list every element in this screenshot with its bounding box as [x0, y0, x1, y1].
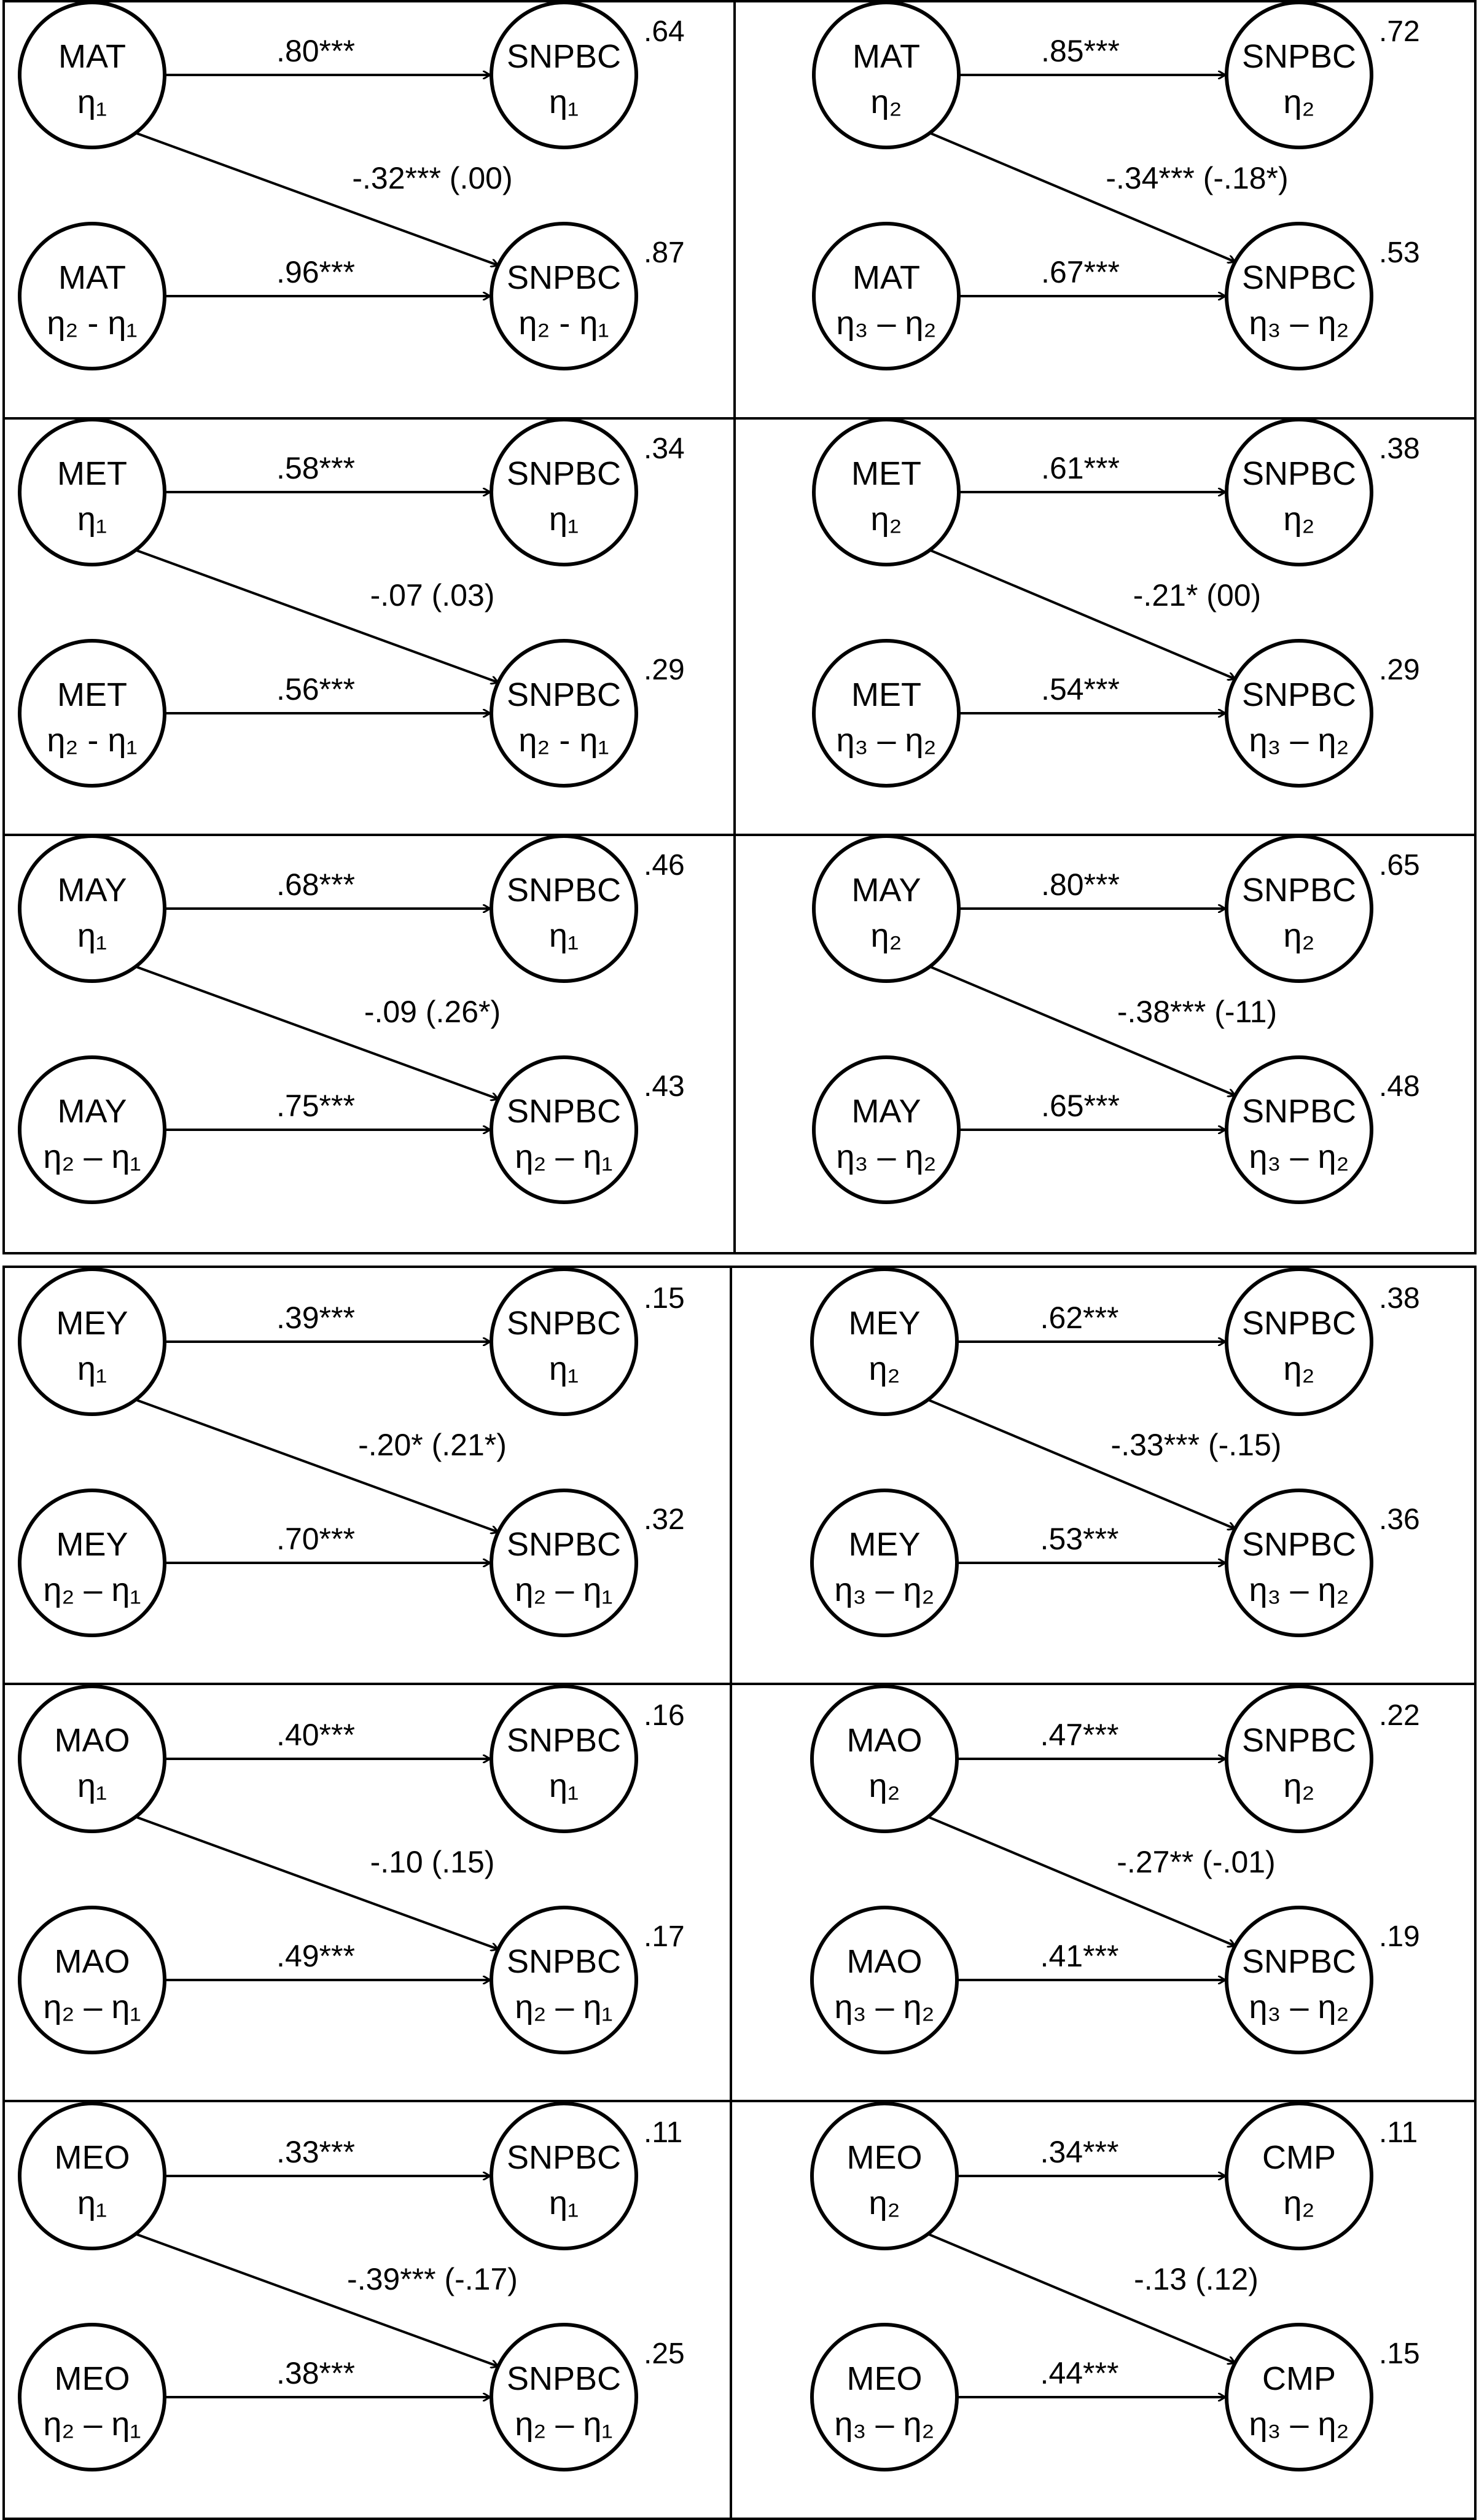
outcome-top-node-label: SNPBC: [1241, 872, 1357, 909]
outcome-top-node-circle: [1227, 2103, 1372, 2248]
cross-lagged-arrow: [930, 550, 1235, 679]
cross-lagged-coefficient: -.20* (.21*): [358, 1428, 507, 1462]
outcome-bottom-node-subscript: η₃ – η₂: [1249, 2406, 1349, 2443]
top-path-coefficient: .80***: [276, 34, 355, 68]
outcome-bottom-node: [1227, 2325, 1372, 2470]
predictor-top-node-label: MAY: [57, 872, 127, 909]
r-squared-bottom: .36: [1379, 1503, 1420, 1536]
predictor-top-node-circle: [20, 1686, 165, 1831]
outcome-top-node-subscript: η₁: [548, 1350, 579, 1387]
r-squared-bottom: .53: [1379, 237, 1420, 269]
outcome-bottom-node-subscript: η₂ – η₁: [515, 1138, 613, 1175]
cross-lagged-coefficient: -.34*** (-.18*): [1106, 161, 1289, 195]
cross-lagged-coefficient: -.39*** (-.17): [347, 2262, 518, 2296]
outcome-bottom-node-circle: [1227, 1490, 1372, 1635]
outcome-top-node-label: SNPBC: [506, 872, 622, 909]
outcome-bottom-node-label: SNPBC: [506, 259, 622, 296]
panel-8: [812, 1269, 1420, 1635]
predictor-bottom-node-subscript: η₂ – η₁: [43, 1138, 141, 1175]
outcome-top-node-circle: [1227, 836, 1372, 981]
outcome-top-node-circle: [491, 836, 636, 981]
top-path-coefficient: .85***: [1041, 34, 1120, 68]
cross-lagged-arrow: [928, 2234, 1235, 2363]
predictor-top-node-subscript: η₂: [870, 501, 902, 538]
predictor-bottom-node-subscript: η₂ – η₁: [43, 1571, 141, 1608]
outcome-top-node-label: SNPBC: [1241, 455, 1357, 492]
outcome-top-node-subscript: η₂: [1283, 501, 1315, 538]
panel-5: [20, 836, 685, 1202]
outcome-bottom-node-circle: [1227, 1057, 1372, 1202]
bottom-path-coefficient: .44***: [1040, 2356, 1119, 2390]
outcome-top-node: [491, 2, 636, 147]
outcome-top-node-subscript: η₁: [548, 501, 579, 538]
top-path-coefficient: .62***: [1040, 1301, 1119, 1335]
predictor-bottom-node-circle: [20, 1057, 165, 1202]
r-squared-top: .34: [644, 432, 685, 465]
predictor-top-node-circle: [20, 420, 165, 565]
predictor-top-node-subscript: η₁: [77, 917, 107, 954]
predictor-bottom-node-circle: [812, 1490, 957, 1635]
r-squared-top: .11: [644, 2116, 683, 2149]
r-squared-top: .65: [1379, 849, 1420, 882]
predictor-bottom-node-subscript: η₃ – η₂: [836, 722, 937, 759]
outcome-top-node: [1227, 1686, 1372, 1831]
cross-lagged-arrow: [136, 1817, 498, 1949]
outcome-top-node-subscript: η₂: [1283, 2185, 1315, 2221]
outcome-top-node-label: SNPBC: [506, 455, 622, 492]
predictor-top-node-subscript: η₂: [870, 84, 902, 120]
r-squared-bottom: .15: [1379, 2338, 1420, 2370]
bottom-path-coefficient: .96***: [276, 255, 355, 289]
cross-lagged-coefficient: -.27** (-.01): [1117, 1845, 1276, 1879]
outcome-bottom-node-circle: [491, 1057, 636, 1202]
predictor-top-node: [20, 1686, 165, 1831]
cross-lagged-arrow: [928, 1817, 1235, 1946]
r-squared-top: .15: [644, 1282, 685, 1315]
bottom-path-coefficient: .75***: [276, 1089, 355, 1123]
predictor-top-node-label: MET: [57, 455, 127, 492]
predictor-bottom-node-label: MAT: [58, 259, 126, 296]
outcome-bottom-node: [1227, 1908, 1372, 2052]
outcome-bottom-node-circle: [491, 2325, 636, 2470]
outcome-top-node: [1227, 420, 1372, 565]
predictor-bottom-node: [812, 2325, 957, 2470]
predictor-top-node-circle: [814, 2, 959, 147]
cross-lagged-arrow: [136, 1399, 498, 1532]
outcome-top-node-circle: [491, 1269, 636, 1414]
outcome-top-node-circle: [491, 420, 636, 565]
predictor-bottom-node-label: MEY: [848, 1526, 921, 1563]
r-squared-top: .46: [644, 849, 685, 882]
outcome-bottom-node-label: SNPBC: [1241, 259, 1357, 296]
bottom-path-coefficient: .54***: [1041, 672, 1120, 706]
bottom-path-coefficient: .67***: [1041, 255, 1120, 289]
outcome-bottom-node-label: SNPBC: [1241, 1526, 1357, 1563]
outcome-top-node: [1227, 836, 1372, 981]
predictor-top-node: [20, 1269, 165, 1414]
predictor-bottom-node-subscript: η₃ – η₂: [836, 305, 937, 342]
predictor-top-node-circle: [20, 836, 165, 981]
top-path-coefficient: .58***: [276, 451, 355, 485]
outcome-bottom-node: [491, 1490, 636, 1635]
bottom-path-coefficient: .65***: [1041, 1089, 1120, 1123]
cross-lagged-coefficient: -.07 (.03): [370, 578, 495, 612]
predictor-top-node-subscript: η₁: [77, 1767, 107, 1804]
outcome-bottom-node-circle: [1227, 2325, 1372, 2470]
predictor-bottom-node-subscript: η₃ – η₂: [834, 2406, 935, 2443]
top-path-coefficient: .40***: [276, 1718, 355, 1752]
predictor-top-node: [20, 836, 165, 981]
outcome-top-node-circle: [491, 2103, 636, 2248]
r-squared-top: .72: [1379, 15, 1420, 48]
r-squared-top: .16: [644, 1699, 685, 1732]
predictor-bottom-node: [20, 1057, 165, 1202]
predictor-top-node-subscript: η₂: [868, 2185, 900, 2221]
outcome-top-node-label: SNPBC: [1241, 1722, 1357, 1759]
predictor-bottom-node-subscript: η₂ – η₁: [43, 2406, 141, 2443]
outcome-bottom-node: [491, 1908, 636, 2052]
outcome-bottom-node: [491, 224, 636, 369]
outcome-bottom-node-circle: [1227, 224, 1372, 369]
panels-layer: [20, 2, 1420, 2470]
top-path-coefficient: .61***: [1041, 451, 1120, 485]
outcome-top-node: [1227, 2, 1372, 147]
predictor-top-node-subscript: η₂: [868, 1350, 900, 1387]
cross-lagged-arrow: [928, 1399, 1235, 1528]
outcome-top-node-subscript: η₂: [1283, 1767, 1315, 1804]
outcome-top-node: [491, 1269, 636, 1414]
predictor-top-node-label: MAO: [846, 1722, 923, 1759]
predictor-top-node-subscript: η₁: [77, 2185, 107, 2221]
outcome-bottom-node-label: SNPBC: [1241, 1943, 1357, 1980]
outcome-bottom-node-label: SNPBC: [506, 676, 622, 713]
outcome-bottom-node-subscript: η₂ – η₁: [515, 1989, 613, 2025]
cross-lagged-arrow: [136, 966, 498, 1099]
predictor-bottom-node: [20, 224, 165, 369]
predictor-bottom-node-subscript: η₂ - η₁: [47, 305, 138, 342]
predictor-top-node-label: MEY: [56, 1305, 128, 1342]
cross-lagged-arrow: [930, 133, 1235, 262]
predictor-bottom-node-subscript: η₃ – η₂: [836, 1138, 937, 1175]
predictor-top-node: [20, 420, 165, 565]
outcome-bottom-node-label: SNPBC: [506, 1093, 622, 1130]
predictor-bottom-node-circle: [20, 2325, 165, 2470]
cross-lagged-coefficient: -.32*** (.00): [352, 161, 513, 195]
top-path-coefficient: .39***: [276, 1301, 355, 1335]
outcome-bottom-node-subscript: η₃ – η₂: [1249, 1571, 1349, 1608]
predictor-top-node-label: MET: [851, 455, 921, 492]
outcome-bottom-node-subscript: η₃ – η₂: [1249, 305, 1349, 342]
outcome-bottom-node-subscript: η₃ – η₂: [1249, 1138, 1349, 1175]
r-squared-bottom: .32: [644, 1503, 685, 1536]
predictor-bottom-node: [20, 1490, 165, 1635]
outcome-bottom-node-circle: [491, 1908, 636, 2052]
predictor-bottom-node-circle: [20, 1908, 165, 2052]
r-squared-bottom: .29: [644, 654, 685, 686]
predictor-top-node: [20, 2, 165, 147]
outcome-bottom-node-label: SNPBC: [1241, 1093, 1357, 1130]
outcome-top-node-label: SNPBC: [1241, 38, 1357, 75]
panel-1: [20, 2, 685, 369]
outcome-top-node-label: SNPBC: [1241, 1305, 1357, 1342]
outcome-bottom-node-label: CMP: [1262, 2360, 1336, 2397]
outcome-bottom-node: [491, 2325, 636, 2470]
outcome-bottom-node-circle: [1227, 1908, 1372, 2052]
predictor-bottom-node-subscript: η₃ – η₂: [834, 1571, 935, 1608]
outcome-top-node: [491, 420, 636, 565]
bottom-path-coefficient: .70***: [276, 1522, 355, 1556]
r-squared-bottom: .29: [1379, 654, 1420, 686]
outcome-bottom-node-subscript: η₃ – η₂: [1249, 722, 1349, 759]
predictor-bottom-node-circle: [814, 224, 959, 369]
r-squared-top: .22: [1379, 1699, 1420, 1732]
predictor-top-node: [812, 1269, 957, 1414]
outcome-top-node-circle: [491, 2, 636, 147]
predictor-bottom-node-label: MAO: [846, 1943, 923, 1980]
outcome-top-node: [491, 836, 636, 981]
predictor-top-node-label: MEY: [848, 1305, 921, 1342]
predictor-bottom-node: [812, 1490, 957, 1635]
predictor-bottom-node-circle: [20, 224, 165, 369]
panel-12: [812, 2103, 1420, 2470]
outcome-bottom-node: [1227, 1490, 1372, 1635]
r-squared-bottom: .48: [1379, 1070, 1420, 1103]
top-path-coefficient: .34***: [1040, 2135, 1119, 2169]
panel-3: [20, 420, 685, 786]
predictor-bottom-node: [20, 641, 165, 786]
outcome-top-node-label: SNPBC: [506, 1305, 622, 1342]
predictor-bottom-node: [20, 2325, 165, 2470]
predictor-top-node-circle: [814, 836, 959, 981]
predictor-bottom-node-circle: [812, 2325, 957, 2470]
r-squared-bottom: .43: [644, 1070, 685, 1103]
outcome-bottom-node-circle: [491, 224, 636, 369]
outcome-bottom-node-subscript: η₃ – η₂: [1249, 1989, 1349, 2025]
predictor-bottom-node-label: MAY: [57, 1093, 127, 1130]
predictor-top-node-label: MEO: [54, 2139, 130, 2176]
predictor-bottom-node-circle: [20, 1490, 165, 1635]
predictor-top-node: [814, 420, 959, 565]
outcome-top-node: [491, 2103, 636, 2248]
outcome-top-node-circle: [491, 1686, 636, 1831]
predictor-top-node-label: MAT: [853, 38, 920, 75]
r-squared-top: .11: [1379, 2116, 1418, 2149]
outcome-bottom-node-circle: [491, 641, 636, 786]
predictor-bottom-node-circle: [812, 1908, 957, 2052]
predictor-bottom-node-subscript: η₂ - η₁: [47, 722, 138, 759]
predictor-bottom-node: [812, 1908, 957, 2052]
outcome-top-node-subscript: η₁: [548, 2185, 579, 2221]
r-squared-bottom: .19: [1379, 1920, 1420, 1953]
predictor-top-node: [20, 2103, 165, 2248]
outcome-top-node-label: SNPBC: [506, 2139, 622, 2176]
predictor-top-node: [812, 2103, 957, 2248]
predictor-bottom-node-circle: [814, 1057, 959, 1202]
predictor-bottom-node-label: MAT: [853, 259, 920, 296]
predictor-top-node-label: MAT: [58, 38, 126, 75]
cross-lagged-coefficient: -.09 (.26*): [364, 995, 501, 1029]
cross-lagged-coefficient: -.33*** (-.15): [1110, 1428, 1282, 1462]
outcome-bottom-node: [1227, 1057, 1372, 1202]
outcome-top-node-subscript: η₂: [1283, 1350, 1315, 1387]
predictor-top-node-subscript: η₂: [870, 917, 902, 954]
predictor-top-node-circle: [812, 2103, 957, 2248]
cross-lagged-arrow: [136, 133, 498, 265]
bottom-path-coefficient: .49***: [276, 1939, 355, 1973]
outcome-top-node-subscript: η₂: [1283, 84, 1315, 120]
outcome-bottom-node-subscript: η₂ - η₁: [518, 722, 609, 759]
predictor-bottom-node-subscript: η₂ – η₁: [43, 1989, 141, 2025]
predictor-top-node-label: MAY: [851, 872, 921, 909]
outcome-bottom-node-label: SNPBC: [506, 2360, 622, 2397]
outcome-top-node: [1227, 2103, 1372, 2248]
outcome-top-node-subscript: η₂: [1283, 917, 1315, 954]
outcome-bottom-node-label: SNPBC: [1241, 676, 1357, 713]
outcome-top-node-label: CMP: [1262, 2139, 1336, 2176]
r-squared-bottom: .87: [644, 237, 685, 269]
predictor-bottom-node: [814, 641, 959, 786]
top-path-coefficient: .80***: [1041, 867, 1120, 902]
predictor-top-node-circle: [812, 1269, 957, 1414]
predictor-top-node-subscript: η₁: [77, 84, 107, 120]
panel-4: [814, 420, 1420, 786]
predictor-bottom-node-label: MEY: [56, 1526, 128, 1563]
predictor-top-node-label: MEO: [846, 2139, 923, 2176]
bottom-path-coefficient: .41***: [1040, 1939, 1119, 1973]
predictor-top-node: [814, 836, 959, 981]
bottom-path-coefficient: .53***: [1040, 1522, 1119, 1556]
predictor-bottom-node-label: MET: [851, 676, 921, 713]
predictor-top-node-circle: [20, 2103, 165, 2248]
r-squared-top: .38: [1379, 1282, 1420, 1315]
outcome-bottom-node-subscript: η₂ - η₁: [518, 305, 609, 342]
top-path-coefficient: .33***: [276, 2135, 355, 2169]
predictor-top-node: [814, 2, 959, 147]
predictor-top-node-subscript: η₁: [77, 501, 107, 538]
outcome-top-node-circle: [1227, 1686, 1372, 1831]
predictor-bottom-node-label: MET: [57, 676, 127, 713]
predictor-top-node: [812, 1686, 957, 1831]
outcome-top-node-subscript: η₁: [548, 84, 579, 120]
top-path-coefficient: .47***: [1040, 1718, 1119, 1752]
outcome-bottom-node: [1227, 224, 1372, 369]
predictor-top-node-circle: [20, 1269, 165, 1414]
outcome-top-node: [491, 1686, 636, 1831]
predictor-top-node-subscript: η₂: [868, 1767, 900, 1804]
outcome-bottom-node: [1227, 641, 1372, 786]
cross-lagged-coefficient: -.38*** (-11): [1117, 995, 1278, 1029]
panel-9: [20, 1686, 685, 2052]
outcome-top-node-label: SNPBC: [506, 38, 622, 75]
panel-7: [20, 1269, 685, 1635]
predictor-bottom-node-circle: [814, 641, 959, 786]
bottom-path-coefficient: .56***: [276, 672, 355, 706]
outcome-top-node-circle: [1227, 420, 1372, 565]
cross-lagged-coefficient: -.10 (.15): [370, 1845, 495, 1879]
cross-lagged-arrow: [136, 550, 498, 683]
panel-2: [814, 2, 1420, 369]
predictor-bottom-node-circle: [20, 641, 165, 786]
outcome-bottom-node-subscript: η₂ – η₁: [515, 2406, 613, 2443]
predictor-bottom-node: [20, 1908, 165, 2052]
cross-lagged-arrow: [930, 966, 1235, 1095]
panel-10: [812, 1686, 1420, 2052]
outcome-top-node-subscript: η₁: [548, 1767, 579, 1804]
outcome-bottom-node-subscript: η₂ – η₁: [515, 1571, 613, 1608]
panel-6: [814, 836, 1420, 1202]
predictor-top-node-circle: [814, 420, 959, 565]
outcome-top-node-circle: [1227, 1269, 1372, 1414]
outcome-bottom-node-label: SNPBC: [506, 1526, 622, 1563]
outcome-bottom-node-circle: [1227, 641, 1372, 786]
outcome-bottom-node: [491, 1057, 636, 1202]
r-squared-top: .38: [1379, 432, 1420, 465]
r-squared-top: .64: [644, 15, 685, 48]
r-squared-bottom: .25: [644, 2338, 685, 2370]
outcome-bottom-node-label: SNPBC: [506, 1943, 622, 1980]
top-path-coefficient: .68***: [276, 867, 355, 902]
r-squared-bottom: .17: [644, 1920, 685, 1953]
predictor-top-node-label: MAO: [54, 1722, 130, 1759]
predictor-top-node-circle: [812, 1686, 957, 1831]
cross-lagged-coefficient: -.13 (.12): [1134, 2262, 1259, 2296]
predictor-bottom-node-subscript: η₃ – η₂: [834, 1989, 935, 2025]
outcome-bottom-node-circle: [491, 1490, 636, 1635]
outcome-top-node-subscript: η₁: [548, 917, 579, 954]
predictor-bottom-node: [814, 224, 959, 369]
bottom-path-coefficient: .38***: [276, 2356, 355, 2390]
outcome-top-node-circle: [1227, 2, 1372, 147]
predictor-top-node-circle: [20, 2, 165, 147]
panel-11: [20, 2103, 685, 2470]
predictor-bottom-node-label: MEO: [846, 2360, 923, 2397]
predictor-bottom-node-label: MEO: [54, 2360, 130, 2397]
outcome-top-node-label: SNPBC: [506, 1722, 622, 1759]
cross-lagged-coefficient: -.21* (00): [1133, 578, 1262, 612]
outcome-top-node: [1227, 1269, 1372, 1414]
predictor-top-node-subscript: η₁: [77, 1350, 107, 1387]
cross-lagged-arrow: [136, 2234, 498, 2366]
predictor-bottom-node: [814, 1057, 959, 1202]
outcome-bottom-node: [491, 641, 636, 786]
predictor-bottom-node-label: MAO: [54, 1943, 130, 1980]
predictor-bottom-node-label: MAY: [851, 1093, 921, 1130]
